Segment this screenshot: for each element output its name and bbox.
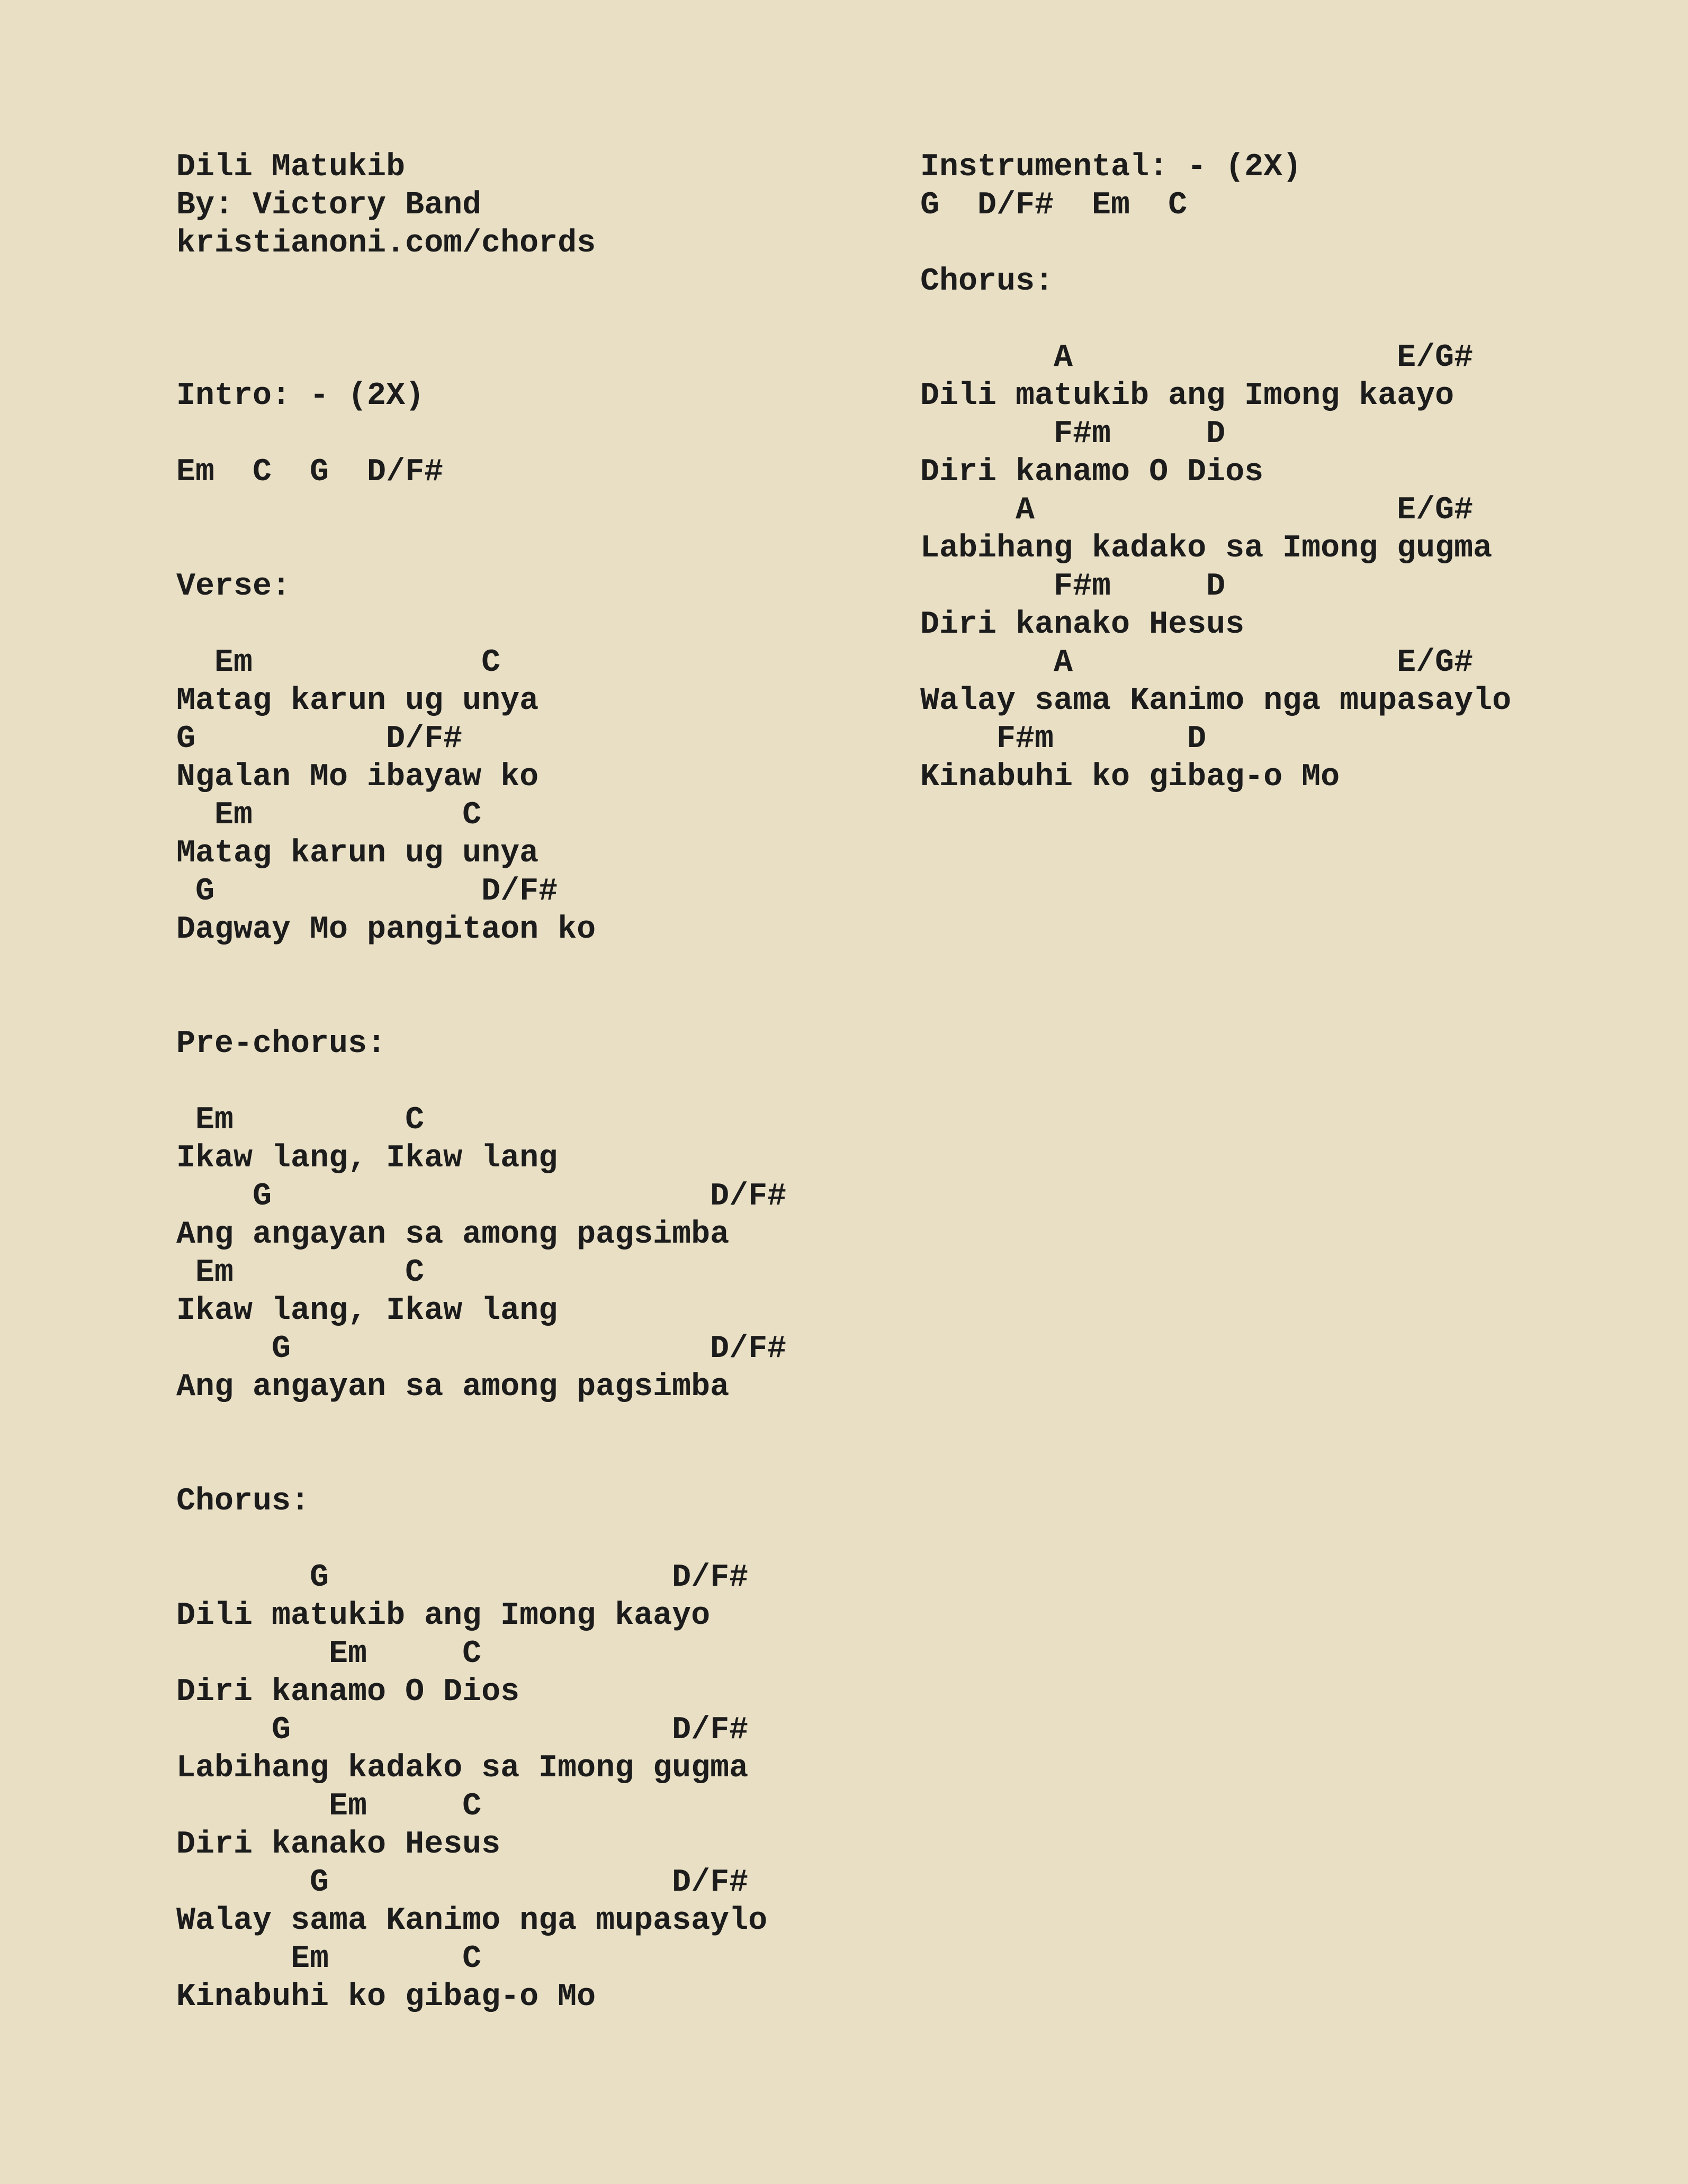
chorus-lyric-line: Dili matukib ang Imong kaayo [176, 1598, 711, 1634]
chorus-lyric-line: Diri kanamo O Dios [920, 454, 1264, 490]
instrumental-heading: Instrumental: - (2X) [920, 149, 1302, 185]
chorus-lyric-line: Kinabuhi ko gibag-o Mo [176, 1979, 596, 2015]
intro-heading: Intro: - (2X) [176, 378, 425, 414]
chorus-chord-line: Em C [176, 1788, 482, 1825]
verse-chord-line: Em C [176, 797, 482, 833]
chorus-heading: Chorus: [920, 264, 1054, 300]
chorus-lyric-line: Diri kanako Hesus [920, 607, 1245, 643]
chorus-chord-line: Em C [176, 1941, 482, 1977]
verse-chord-line: G D/F# [176, 874, 558, 910]
chorus-chord-line: F#m D [920, 416, 1226, 452]
song-artist: By: Victory Band [176, 187, 482, 223]
prechorus-heading: Pre-chorus: [176, 1026, 387, 1062]
verse-lyric-line: Dagway Mo pangitaon ko [176, 912, 596, 948]
left-column [176, 148, 786, 2016]
prechorus-lyric-line: Ang angayan sa among pagsimba [176, 1369, 730, 1405]
chorus-chord-line: A E/G# [920, 492, 1474, 528]
chorus-chord-line: F#m D [920, 569, 1226, 605]
chorus-lyric-line: Diri kanamo O Dios [176, 1674, 520, 1710]
prechorus-chord-line: G D/F# [176, 1331, 787, 1367]
prechorus-lyric-line: Ang angayan sa among pagsimba [176, 1217, 730, 1253]
prechorus-lyric-line: Ikaw lang, Ikaw lang [176, 1140, 558, 1176]
verse-lyric-line: Matag karun ug unya [176, 683, 539, 719]
chorus-lyric-line: Diri kanako Hesus [176, 1827, 501, 1863]
chorus-lyric-line: Walay sama Kanimo nga mupasaylo [176, 1903, 768, 1939]
verse-chord-line: Em C [176, 645, 501, 681]
prechorus-chord-line: Em C [176, 1255, 425, 1291]
source-url: kristianoni.com/chords [176, 226, 596, 262]
chorus-lyric-line: Labihang kadako sa Imong gugma [176, 1750, 749, 1786]
chorus-chord-line: Em C [176, 1636, 482, 1672]
verse-lyric-line: Ngalan Mo ibayaw ko [176, 759, 539, 795]
verse-heading: Verse: [176, 569, 291, 605]
prechorus-lyric-line: Ikaw lang, Ikaw lang [176, 1293, 558, 1329]
right-column [920, 148, 1511, 796]
chorus-lyric-line: Dili matukib ang Imong kaayo [920, 378, 1454, 414]
chorus-heading: Chorus: [176, 1484, 310, 1520]
chorus-chord-line: G D/F# [176, 1560, 749, 1596]
chorus-lyric-line: Labihang kadako sa Imong gugma [920, 531, 1493, 567]
prechorus-chord-line: G D/F# [176, 1179, 787, 1215]
instrumental-chords: G D/F# Em C [920, 187, 1188, 223]
verse-lyric-line: Matag karun ug unya [176, 835, 539, 871]
chorus-chord-line: G D/F# [176, 1865, 749, 1901]
prechorus-chord-line: Em C [176, 1102, 425, 1138]
chorus-chord-line: A E/G# [920, 340, 1474, 376]
chorus-lyric-line: Walay sama Kanimo nga mupasaylo [920, 683, 1512, 719]
song-title: Dili Matukib [176, 149, 406, 185]
chorus-chord-line: F#m D [920, 721, 1207, 757]
chorus-chord-line: G D/F# [176, 1712, 749, 1748]
chorus-lyric-line: Kinabuhi ko gibag-o Mo [920, 759, 1340, 795]
intro-chords: Em C G D/F# [176, 454, 444, 490]
verse-chord-line: G D/F# [176, 721, 463, 757]
chorus-chord-line: A E/G# [920, 645, 1474, 681]
